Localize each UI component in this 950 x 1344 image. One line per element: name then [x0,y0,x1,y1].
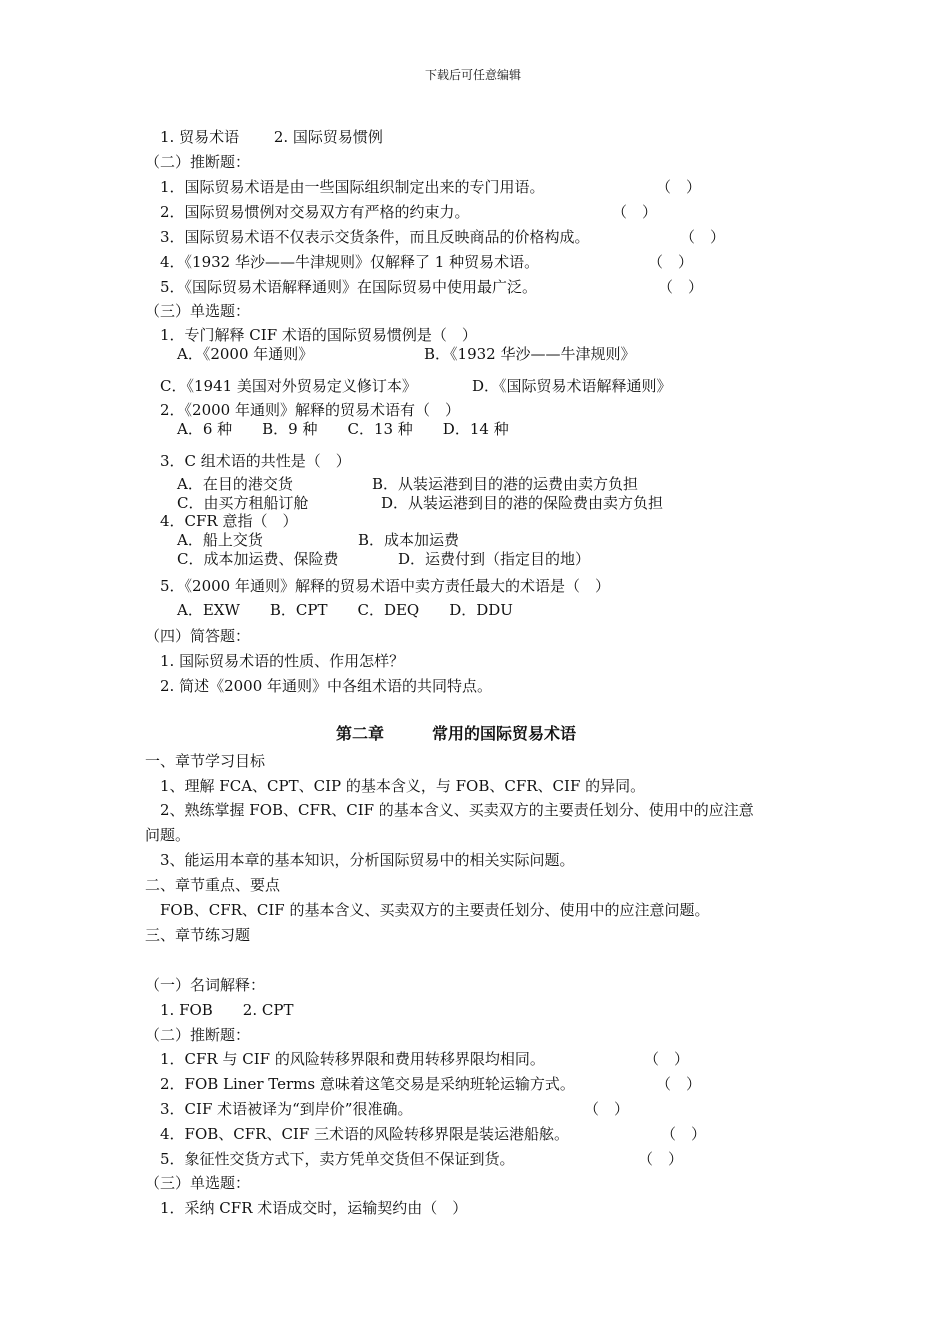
tf-section-title: （二）推断题： [145,153,251,171]
option-c: C．由买方租船订舱 [177,494,309,512]
mc-section-title: （三）单选题： [145,1174,251,1192]
goal-item: 3、能运用本章的基本知识，分析国际贸易中的相关实际问题。 [160,851,575,869]
answer-blank: （ ） [658,278,704,296]
mc-question: 2．《2000 年通则》解释的贸易术语有（ ） [160,401,460,419]
tf-question: 2．国际贸易惯例对交易双方有严格的约束力。 [160,203,470,221]
mc-section-title: （三）单选题： [145,302,251,320]
tf-section-title: （二）推断题： [145,1026,251,1044]
tf-question: 1．CFR 与 CIF 的风险转移界限和费用转移界限均相同。 [160,1050,545,1068]
answer-blank: （ ） [638,1150,684,1168]
answer-blank: （ ） [584,1100,630,1118]
terms-line: 1. FOB 2. CPT [160,1001,294,1019]
option-b: B．成本加运费 [358,531,460,549]
short-question: 2. 简述《2000 年通则》中各组术语的共同特点。 [160,677,493,695]
tf-question: 3．国际贸易术语不仅表示交货条件，而且反映商品的价格构成。 [160,228,590,246]
mc-question: 1．采纳 CFR 术语成交时，运输契约由（ ） [160,1199,468,1217]
mc-question: 3．C 组术语的共性是（ ） [160,452,351,470]
tf-question: 5．象征性交货方式下，卖方凭单交货但不保证到货。 [160,1150,515,1168]
option-b: B．从装运港到目的港的运费由卖方负担 [372,475,639,493]
terms-section-title: （一）名词解释： [145,976,266,994]
tf-question: 4．《1932 华沙——牛津规则》仅解释了 1 种贸易术语。 [160,253,540,271]
option-a: A．船上交货 [177,531,263,549]
answer-blank: （ ） [648,253,694,271]
options-line: A．6 种 B．9 种 C．13 种 D．14 种 [177,420,509,438]
goal-item-continued: 问题。 [145,826,191,844]
mc-question: 4．CFR 意指（ ） [160,512,298,530]
option-d: D．《国际贸易术语解释通则》 [472,377,672,395]
option-b: B．《1932 华沙——牛津规则》 [424,345,636,363]
option-d: D．从装运港到目的港的保险费由卖方负担 [381,494,664,512]
option-c: C．成本加运费、保险费 [177,550,339,568]
option-d: D．运费付到（指定目的地） [398,550,591,568]
options-line: A．EXW B．CPT C．DEQ D．DDU [177,601,513,619]
answer-blank: （ ） [612,203,658,221]
short-answer-title: （四）简答题： [145,627,251,645]
answer-blank: （ ） [656,1075,702,1093]
chapter-title: 第二章 常用的国际贸易术语 [336,724,577,743]
page-header: 下载后可任意编辑 [425,68,522,82]
answer-blank: （ ） [644,1050,690,1068]
mc-question: 1．专门解释 CIF 术语的国际贸易惯例是（ ） [160,326,477,344]
goal-item: 2、熟练掌握 FOB、CFR、CIF 的基本含义、买卖双方的主要责任划分、使用中的应注意 [160,801,754,819]
answer-blank: （ ） [680,228,726,246]
key-points: FOB、CFR、CIF 的基本含义、买卖双方的主要责任划分、使用中的应注意问题。 [160,901,710,919]
answer-blank: （ ） [661,1125,707,1143]
section-heading: 一、章节学习目标 [145,752,266,770]
tf-question: 4．FOB、CFR、CIF 三术语的风险转移界限是装运港船舷。 [160,1125,570,1143]
terms-line: 1. 贸易术语 2. 国际贸易惯例 [160,128,383,146]
option-a: A．《2000 年通则》 [177,345,314,363]
tf-question: 5．《国际贸易术语解释通则》在国际贸易中使用最广泛。 [160,278,538,296]
tf-question: 3．CIF 术语被译为“到岸价”很准确。 [160,1100,413,1118]
answer-blank: （ ） [656,178,702,196]
tf-question: 1．国际贸易术语是由一些国际组织制定出来的专门用语。 [160,178,545,196]
short-question: 1. 国际贸易术语的性质、作用怎样？ [160,652,405,670]
option-c: C．《1941 美国对外贸易定义修订本》 [160,377,417,395]
option-a: A．在目的港交货 [177,475,293,493]
mc-question: 5．《2000 年通则》解释的贸易术语中卖方责任最大的术语是（ ） [160,577,610,595]
section-heading: 二、章节重点、要点 [145,876,281,894]
section-heading: 三、章节练习题 [145,926,251,944]
goal-item: 1、理解 FCA、CPT、CIP 的基本含义，与 FOB、CFR、CIF 的异同。 [160,777,646,795]
tf-question: 2．FOB Liner Terms 意味着这笔交易是采纳班轮运输方式。 [160,1075,575,1093]
